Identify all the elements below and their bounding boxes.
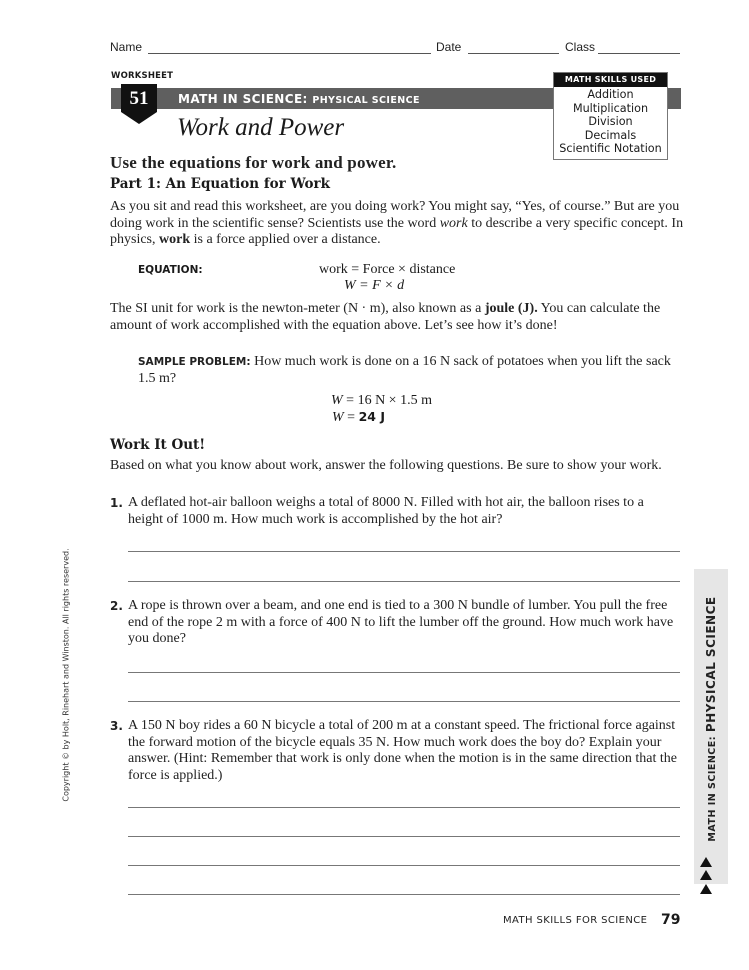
joule-term: joule (J). (484, 301, 538, 316)
math-skill-item: Scientific Notation (559, 142, 662, 156)
si-text: The SI unit for work is the newton-meter (N · m), also known as a (110, 301, 485, 316)
sample-problem-text: How much work is done on a 16 N sack of potatoes when you lift the sack 1.5 m? (138, 354, 671, 386)
class-label: Class (565, 40, 596, 54)
answer-line[interactable] (128, 865, 680, 866)
answer-line[interactable] (128, 836, 680, 837)
question-number: 2. (110, 599, 123, 613)
section-side-tab (694, 569, 728, 884)
equation-words: work = Force × distance (319, 262, 456, 277)
answer-value: 24 J (358, 409, 385, 424)
answer-line[interactable] (128, 701, 680, 702)
name-label: Name (110, 40, 143, 54)
copyright-notice: Copyright © by Holt, Rinehart and Winston. All rights reserved. (61, 548, 71, 802)
question-3 (110, 718, 680, 784)
sample-solution-step (331, 393, 432, 409)
sample-problem (138, 354, 683, 387)
page-title: Work and Power (177, 114, 345, 141)
equation-symbols: W = F × d (344, 278, 405, 293)
sample-solution-answer (332, 409, 385, 426)
class-field[interactable] (598, 53, 680, 54)
work-it-out-intro: Based on what you know about work, answer the following questions. Be sure to show your work. (110, 458, 662, 473)
question-text: A 150 N boy rides a 60 N bicycle a total of 200 m at a constant speed. The frictional force against the forward motion of the bicycle equals 35 N. How much work does the boy do? Explain your answer. (Hint: Remember that work is only done when the motion is in the same direction that the force is applied.) (128, 718, 677, 783)
answer-line[interactable] (128, 672, 680, 673)
work-variable: W (332, 410, 344, 425)
triangle-marker-icon (700, 857, 712, 867)
date-label: Date (436, 40, 462, 54)
answer-line[interactable] (128, 807, 680, 808)
date-field[interactable] (468, 53, 559, 54)
intro-text: to describe a very specific concept. In physics, (110, 215, 684, 247)
intro-emphasis: work (439, 215, 468, 231)
page-number: 79 (661, 912, 681, 928)
name-field[interactable] (148, 53, 431, 54)
math-skill-item: Multiplication (572, 101, 649, 115)
math-skills-list (554, 87, 667, 156)
series-title-subject: PHYSICAL SCIENCE (312, 95, 420, 106)
question-1 (110, 495, 680, 528)
question-number: 1. (110, 496, 123, 510)
side-tab-series: MATH IN SCIENCE: (707, 732, 718, 842)
answer-line[interactable] (128, 551, 680, 552)
intro-paragraph (110, 199, 685, 249)
intro-keyword: work (159, 232, 191, 247)
worksheet-number-badge: 51 (121, 84, 157, 112)
side-tab-label (704, 596, 718, 841)
work-it-out-heading: Work It Out! (110, 437, 206, 453)
series-title (178, 92, 420, 106)
question-number: 3. (110, 719, 123, 733)
triangle-marker-icon (700, 870, 712, 880)
sample-problem-label: SAMPLE PROBLEM: (138, 356, 251, 368)
math-skill-item: Addition (587, 88, 634, 101)
math-skill-item: Division (588, 115, 633, 129)
instructions-heading: Use the equations for work and power. (110, 153, 397, 172)
series-title-main: MATH IN SCIENCE: (178, 92, 313, 106)
answer-line[interactable] (128, 894, 680, 895)
intro-text: As you sit and read this worksheet, are you doing work? You might say, “Yes, of course.” But are you doing work in the scientific sense? Scientists use the word (110, 199, 680, 231)
question-2 (110, 598, 680, 648)
intro-text: is a force applied over a distance. (190, 232, 381, 247)
worksheet-label: WORKSHEET (111, 71, 174, 81)
part1-heading: Part 1: An Equation for Work (110, 176, 330, 192)
si-unit-paragraph (110, 301, 685, 334)
footer-book-title: MATH SKILLS FOR SCIENCE (503, 915, 648, 926)
triangle-marker-icon (700, 884, 712, 894)
equals-sign: = (343, 410, 359, 425)
answer-line[interactable] (128, 581, 680, 582)
work-variable: W (331, 393, 343, 408)
equation-label: EQUATION: (138, 264, 203, 276)
si-text: You can calculate the amount of work accomplished with the equation above. Let’s see how it’s done! (110, 301, 661, 333)
math-skills-heading: MATH SKILLS USED (554, 73, 667, 87)
badge-arrow-icon (121, 112, 157, 124)
math-skills-box (553, 72, 668, 160)
math-skill-item: Decimals (584, 128, 637, 142)
side-tab-subject: PHYSICAL SCIENCE (704, 596, 718, 733)
question-text: A deflated hot-air balloon weighs a total of 8000 N. Filled with hot air, the balloon rises to a height of 1000 m. How much work is accomplished by the hot air? (128, 495, 644, 527)
question-text: A rope is thrown over a beam, and one end is tied to a 300 N bundle of lumber. You pull the free end of the rope 2 m with a force of 400 N to lift the lumber off the ground. How much work have you done? (128, 598, 674, 646)
solution-expression: = 16 N × 1.5 m (342, 393, 432, 408)
